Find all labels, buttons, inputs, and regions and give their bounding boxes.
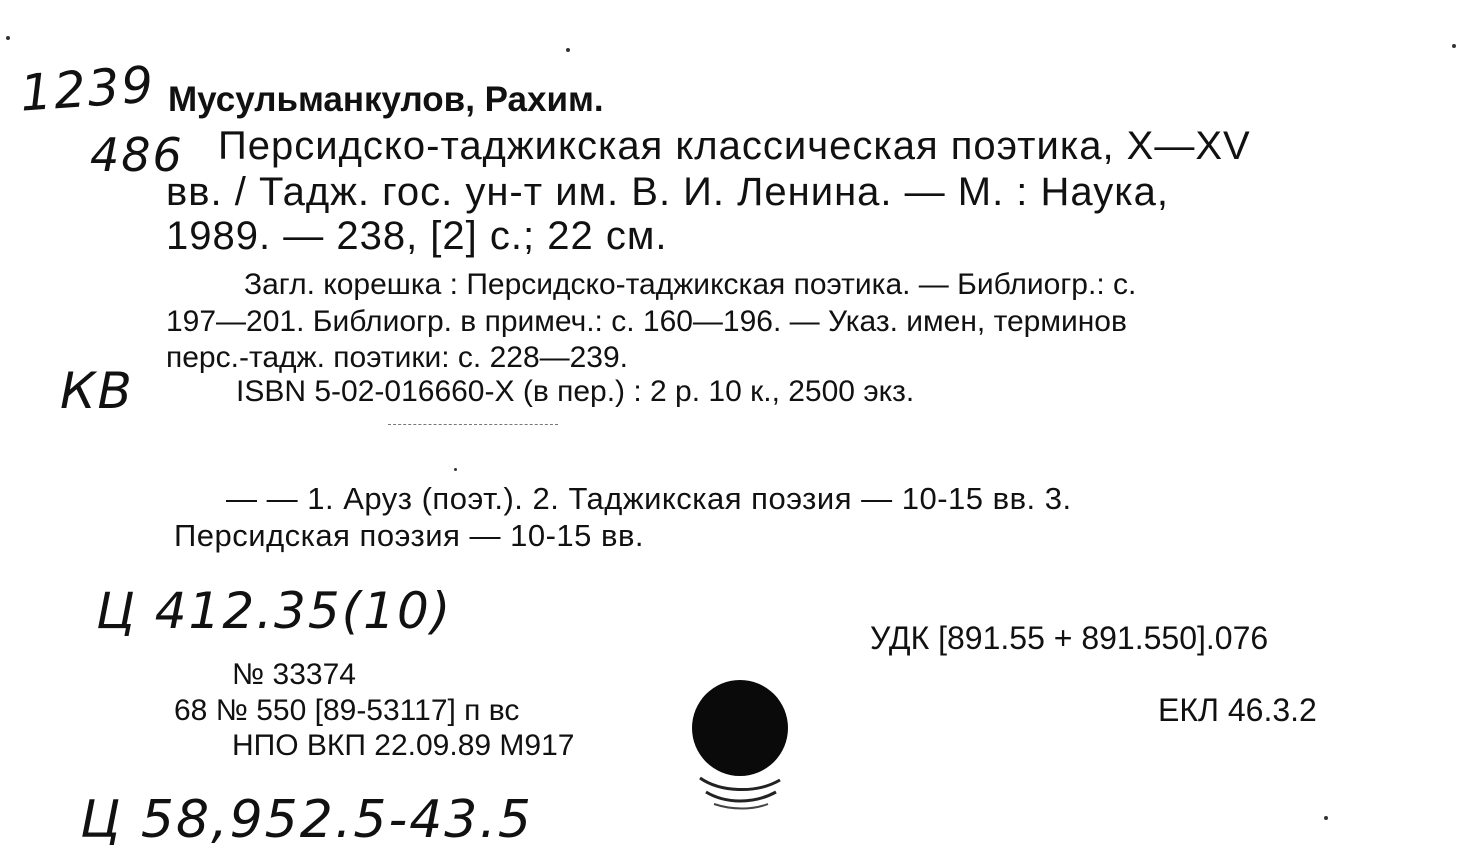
punch-tear-mark bbox=[696, 772, 784, 812]
speck bbox=[1324, 816, 1328, 820]
ekl-code: ЕКЛ 46.3.2 bbox=[1158, 692, 1317, 728]
title-line-1: Персидско-таджикская классическая поэтика, X—XV bbox=[218, 124, 1251, 168]
speck bbox=[1452, 44, 1456, 48]
collection-mark: КВ bbox=[60, 362, 134, 420]
punch-hole bbox=[692, 680, 788, 776]
isbn-line: ISBN 5-02-016660-X (в пер.) : 2 р. 10 к., 2500 экз. bbox=[236, 375, 915, 408]
title-line-2: вв. / Тадж. гос. ун-т им. В. И. Ленина. — М. : Наука, bbox=[166, 170, 1169, 214]
shelfmark-bottom: 486 bbox=[90, 128, 184, 182]
shelfmark-top: 1239 bbox=[18, 55, 158, 123]
speck bbox=[566, 48, 570, 52]
faint-rule bbox=[388, 424, 558, 425]
author-heading: Мусульманкулов, Рахим. bbox=[168, 80, 604, 119]
subjects-line-2: Персидская поэзия — 10-15 вв. bbox=[174, 518, 645, 553]
print-press: НПО ВКП 22.09.89 М917 bbox=[232, 729, 575, 762]
notes-line-2: 197—201. Библиогр. в примеч.: с. 160—196. — Указ. имен, терминов bbox=[166, 305, 1127, 338]
print-number: № 33374 bbox=[232, 658, 356, 691]
speck bbox=[6, 36, 10, 40]
subjects-line-1: — — 1. Аруз (поэт.). 2. Таджикская поэзия — 10-15 вв. 3. bbox=[226, 481, 1072, 516]
speck bbox=[454, 468, 457, 471]
notes-line-1: Загл. корешка : Персидско-таджикская поэтика. — Библиогр.: с. bbox=[244, 268, 1137, 301]
print-order: 68 № 550 [89-53117] п вс bbox=[174, 694, 520, 727]
udk-code: УДК [891.55 + 891.550].076 bbox=[870, 620, 1269, 656]
class-code-2: Ц 58,952.5-43.5 bbox=[80, 790, 534, 850]
title-line-3: 1989. — 238, [2] с.; 22 см. bbox=[166, 214, 668, 258]
notes-line-3: перс.-тадж. поэтики: с. 228—239. bbox=[166, 341, 629, 374]
class-code-1: Ц 412.35(10) bbox=[96, 582, 453, 640]
